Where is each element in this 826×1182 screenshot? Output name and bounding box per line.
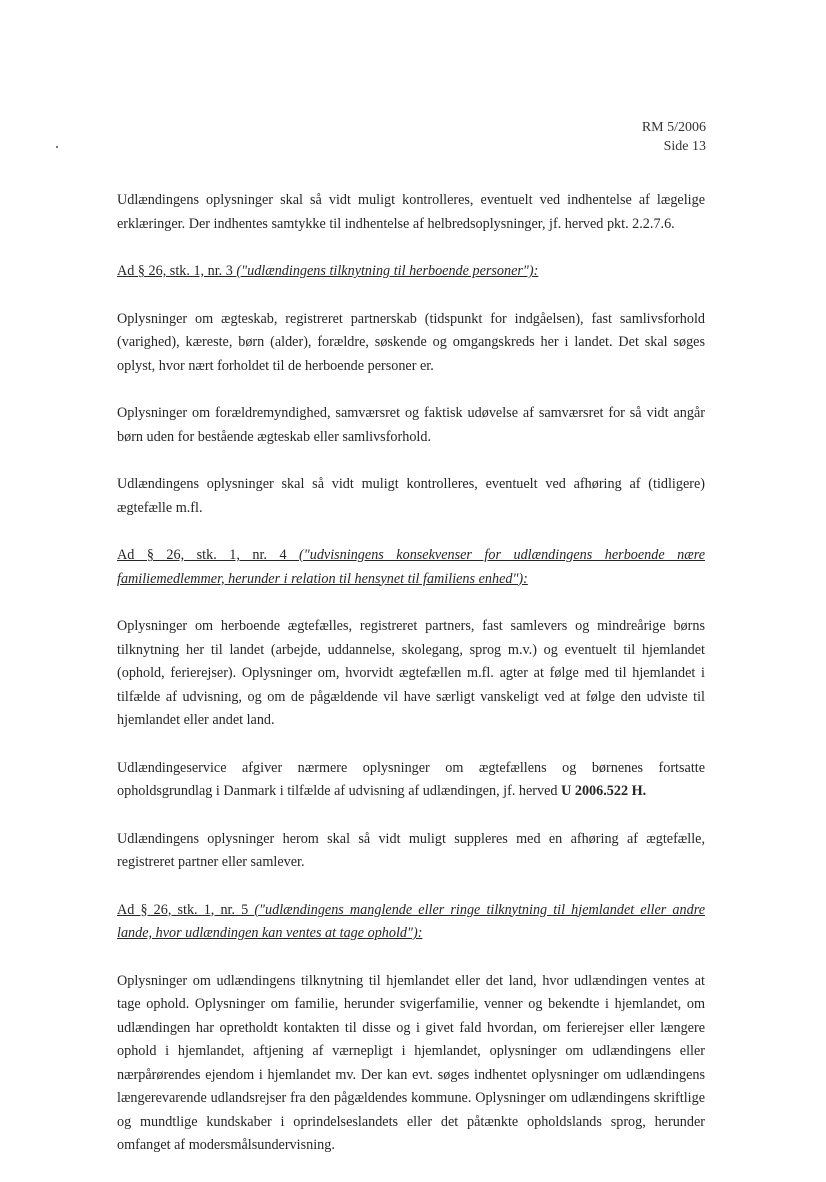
heading-reference: Ad § 26, stk. 1, nr. 4	[117, 547, 300, 563]
page-number: Side 13	[663, 139, 706, 154]
case-reference: U 2006.522 H.	[561, 783, 647, 799]
heading-quote: ("udvisningens konsekvenser for udlændingens herboende nære familiemedlemmer, herunder i relation til hensynet til familiens enhed"):	[117, 547, 706, 587]
document-reference: RM 5/2006	[641, 120, 706, 135]
scan-speck	[56, 146, 58, 148]
paragraph-2: Oplysninger om ægteskab, registreret partnerskab (tidspunkt for indgåelsen), fast samlivsforhold (varighed), kæreste, børn (alder), forældre, søskende og omgangskreds her i landet. Det skal søges oplyst, hvor nært forholdet til de herboende personer er.	[117, 310, 705, 374]
paragraph-8: Oplysninger om udlændingens tilknytning til hjemlandet eller det land, hvor udlændingen ventes at tage ophold. Oplysninger om familie, herunder svigerfamilie, venner og bekendte i hjemlandet, om udlændingen har opretholdt kontakten til disse og i givet fald hvordan, om ferierejser eller længere ophold i hjemlandet, aftjening af værnepligt i hjemlandet, oplysninger om udlændingens eller nærpårørendes ejendom i hjemlandet mv. Der kan evt. søges indhentet oplysninger om udlændingens længerevarende udlandsrejser fra den pågældendes kommune. Oplysninger om udlændingens skriftlige og mundtlige kundskaber i oprindelseslandets eller det påtænkte opholdslands sprog, herunder omfanget af modersmålsundervisning.	[117, 972, 705, 1153]
heading-quote: ("udlændingens manglende eller ringe tilknytning til hjemlandet eller andre lande, hvor udlændingen kan ventes at tage ophold"):	[117, 901, 705, 941]
heading-reference: Ad § 26, stk. 1, nr. 3	[117, 263, 237, 279]
paragraph-6	[117, 757, 705, 804]
heading-reference: Ad § 26, stk. 1, nr. 5	[117, 901, 255, 918]
section-heading-nr5	[117, 899, 705, 946]
paragraph-5: Oplysninger om herboende ægtefælles, registreret partners, fast samlevers og mindreårige børns tilknytning her til landet (arbejde, uddannelse, skolegang, sprog m.v.) og eventuelt til hjemlandet (ophold, ferierejser). Oplysninger om, hvorvidt ægtefællen m.fl. agter at følge med til hjemlandet i tilfælde af udvisning, og om de pågældende vil have særligt vanskeligt ved at følge den udviste til hjemlandet eller andet land.	[117, 618, 705, 728]
paragraph-3: Oplysninger om forældremyndighed, samværsret og faktisk udøvelse af samværsret for så vidt angår børn uden for bestående ægteskab eller samlivsforhold.	[117, 405, 705, 445]
paragraph-1: Udlændingens oplysninger skal så vidt muligt kontrolleres, eventuelt ved indhentelse af lægelige erklæringer. Der indhentes samtykke til indhentelse af helbredsoplysninger, jf. herved pkt. 2.2.7.6.	[117, 192, 705, 232]
page-header	[642, 118, 706, 156]
document-body	[117, 189, 705, 1182]
section-heading-nr4	[117, 544, 705, 591]
section-heading-nr3	[117, 260, 705, 284]
heading-quote: ("udlændingens tilknytning til herboende personer"):	[236, 263, 539, 279]
paragraph-7: Udlændingens oplysninger herom skal så vidt muligt suppleres med en afhøring af ægtefælle, registreret partner eller samlever.	[117, 830, 705, 870]
paragraph-4: Udlændingens oplysninger skal så vidt muligt kontrolleres, eventuelt ved afhøring af (tidligere) ægtefælle m.fl.	[117, 476, 705, 516]
paragraph-6-text: Udlændingeservice afgiver nærmere oplysninger om ægtefællens og børnenes fortsatte opholdsgrundlag i Danmark i tilfælde af udvisning af udlændingen, jf. herved	[117, 759, 705, 799]
